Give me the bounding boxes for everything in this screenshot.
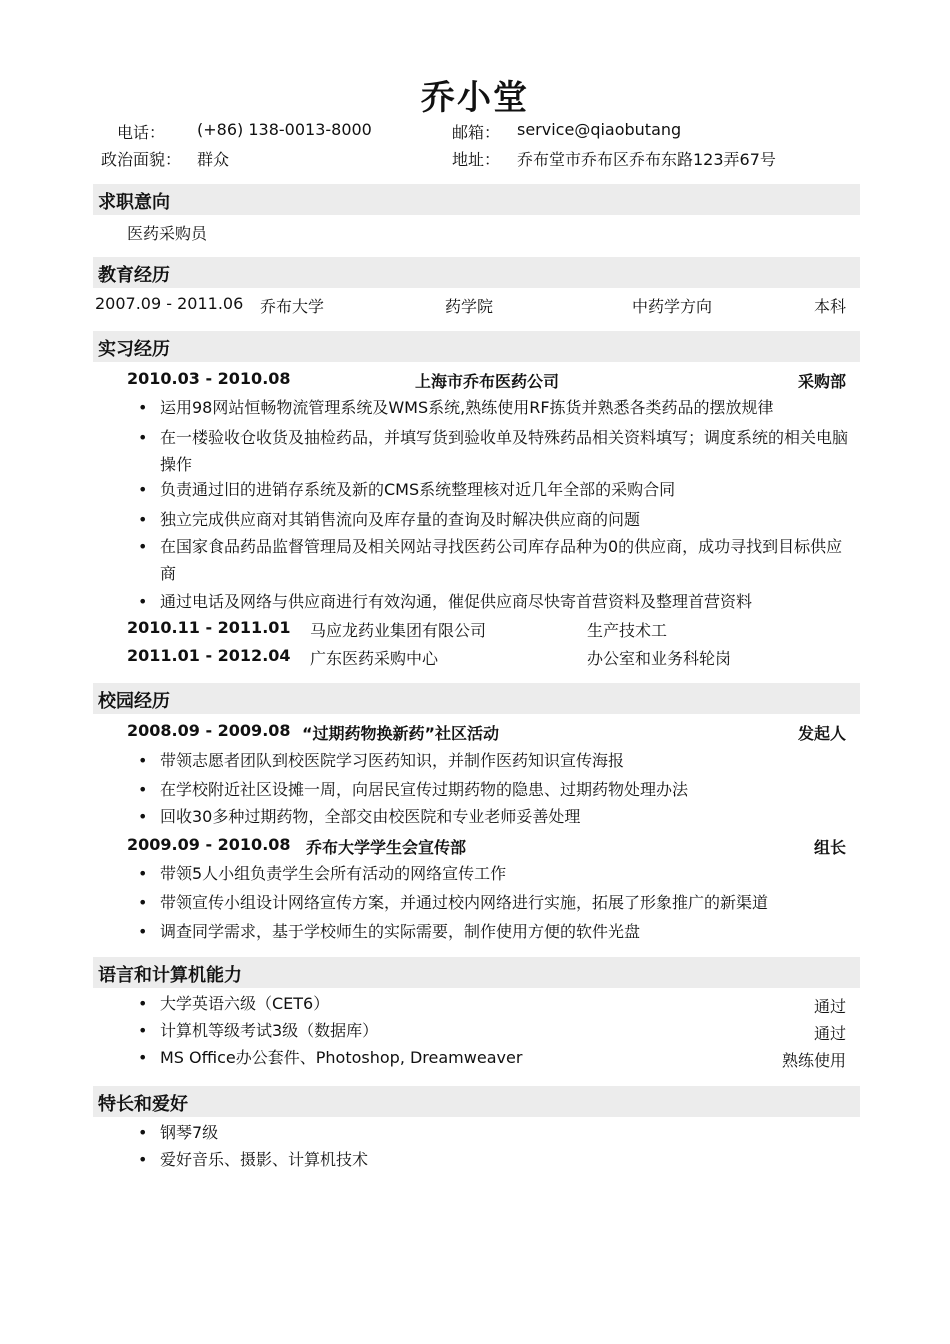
- education-major: 中药学方向: [632, 297, 713, 316]
- education-school: 乔布大学: [260, 297, 325, 316]
- section-title: 语言和计算机能力: [98, 965, 242, 986]
- internship-other-company: 马应龙药业集团有限公司: [310, 621, 487, 640]
- politics-value: 群众: [197, 150, 230, 169]
- bullet-icon: •: [138, 480, 148, 499]
- bullet-icon: •: [138, 1021, 148, 1040]
- bullet-icon: •: [138, 807, 148, 826]
- bullet-icon: •: [138, 1048, 148, 1067]
- bullet-icon: •: [138, 537, 148, 556]
- section-header-education: [93, 257, 860, 288]
- politics-label: 政治面貌：: [101, 150, 182, 169]
- section-header-objective: [93, 184, 860, 215]
- section-title: 实习经历: [98, 339, 170, 360]
- section-title: 校园经历: [98, 691, 170, 712]
- internship-other-role: 生产技术工: [587, 621, 668, 640]
- education-period: 2007.09 - 2011.06: [95, 294, 244, 313]
- internship-dept: 采购部: [797, 372, 846, 391]
- bullet-icon: •: [138, 592, 148, 611]
- address-value: 乔布堂市乔布区乔布东路123弄67号: [517, 150, 776, 169]
- bullet-icon: •: [138, 922, 148, 941]
- section-header-hobbies: [93, 1086, 860, 1117]
- bullet-icon: •: [138, 893, 148, 912]
- bullet-icon: •: [138, 1150, 148, 1169]
- campus-period: 2009.09 - 2010.08: [127, 835, 291, 854]
- section-header-campus: [93, 683, 860, 714]
- internship-other-period: 2010.11 - 2011.01: [127, 618, 291, 637]
- bullet-icon: •: [138, 398, 148, 417]
- skill-level: 通过: [813, 1024, 846, 1043]
- campus-title: 乔布大学学生会宣传部: [306, 838, 467, 857]
- campus-period: 2008.09 - 2009.08: [127, 721, 291, 740]
- objective-value: 医药采购员: [127, 224, 208, 243]
- resume-name: 乔小堂: [421, 78, 529, 118]
- internship-other-period: 2011.01 - 2012.04: [127, 646, 291, 665]
- bullet-icon: •: [138, 780, 148, 799]
- skill-level: 熟练使用: [781, 1051, 846, 1070]
- internship-other-role: 办公室和业务科轮岗: [587, 649, 732, 668]
- phone-label: 电话：: [117, 123, 166, 142]
- bullet-icon: •: [138, 864, 148, 883]
- internship-period: 2010.03 - 2010.08: [127, 369, 291, 388]
- education-college: 药学院: [445, 297, 494, 316]
- campus-title: “过期药物换新药”社区活动: [302, 724, 500, 743]
- section-title: 特长和爱好: [98, 1094, 188, 1115]
- internship-company: 上海市乔布医药公司: [415, 372, 560, 391]
- internship-other-company: 广东医药采购中心: [310, 649, 439, 668]
- bullet-icon: •: [138, 1123, 148, 1142]
- section-header-skills: [93, 957, 860, 988]
- bullet-icon: •: [138, 751, 148, 770]
- section-header-internship: [93, 331, 860, 362]
- campus-role: 组长: [813, 838, 846, 857]
- phone-value: (+86) 138-0013-8000: [197, 120, 372, 139]
- section-title: 教育经历: [98, 265, 170, 286]
- education-degree: 本科: [813, 297, 846, 316]
- email-value: service@qiaobutang: [517, 120, 682, 139]
- section-title: 求职意向: [98, 192, 170, 213]
- bullet-icon: •: [138, 510, 148, 529]
- bullet-icon: •: [138, 994, 148, 1013]
- skill-level: 通过: [813, 997, 846, 1016]
- email-label: 邮箱：: [452, 123, 501, 142]
- bullet-icon: •: [138, 428, 148, 447]
- campus-role: 发起人: [797, 724, 846, 743]
- address-label: 地址：: [452, 150, 501, 169]
